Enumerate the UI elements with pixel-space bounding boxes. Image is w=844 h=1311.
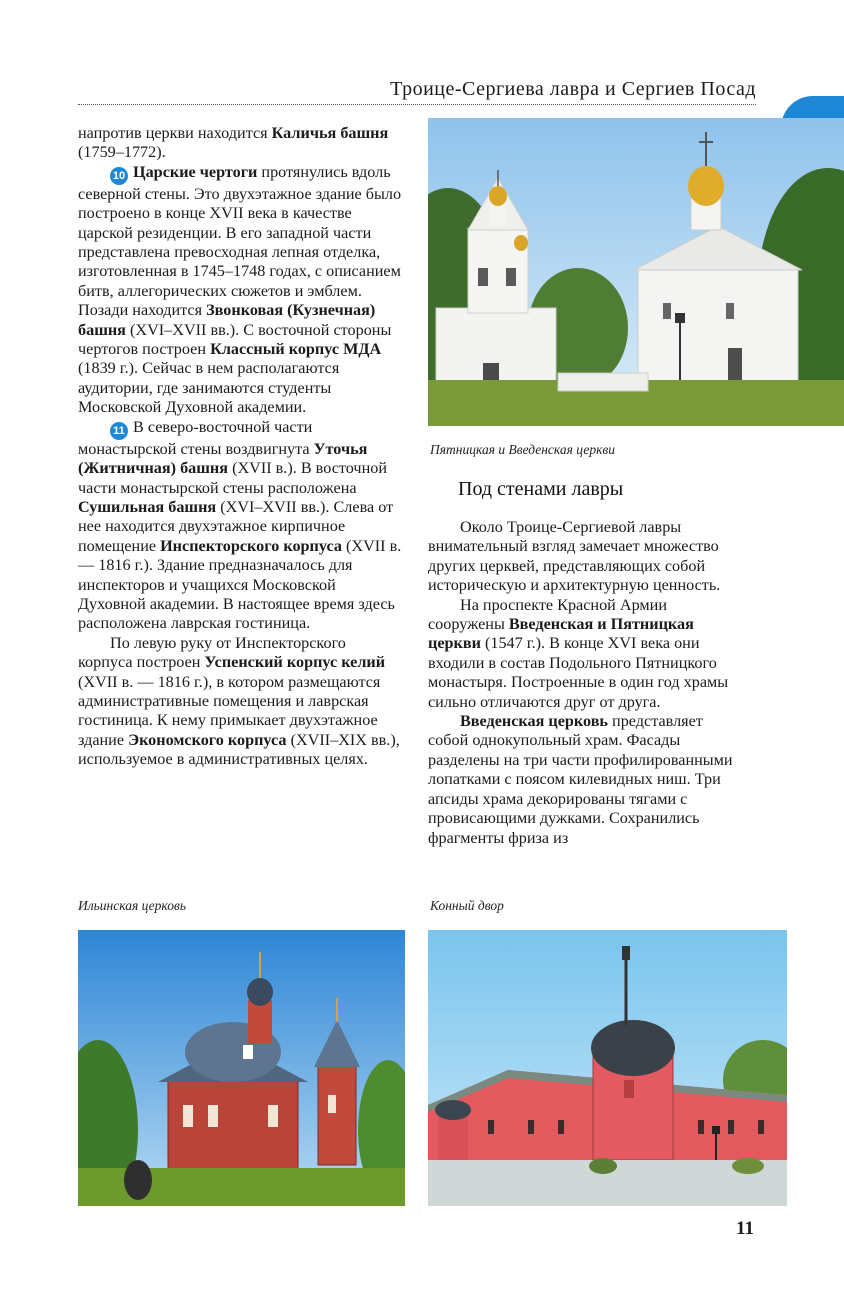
place-name: Каличья башня <box>271 124 389 142</box>
place-name: Звонковая (Кузнечная) башня <box>78 301 376 339</box>
place-name: Инспекторского корпуса <box>160 536 342 555</box>
place-name: Введенская церковь <box>460 712 608 731</box>
paragraph: 11 В северо-восточной части монастырской стены воздвигнута Уточья (Житничная) башня (XVII в.). В восточной части монастырской стены расположена Сушильная башня (XVI–XVII вв.). Слева от нее находится двухэтажное кирпичное помещение Инспекторского корпуса (XVII в. — 1816 г.). Здание предназначалось для инспекторов и учащихся Московской Духовной академии. В настоящее время здесь расположена лаврская гостиница. <box>78 417 402 633</box>
paragraph: 10 Царские чертоги протянулись вдоль северной стены. Это двухэтажное здание было построено в конце XVII века в качестве царской резиденции. В его западной части представлена превосходная лепная отделка, изготовленная в 1745–1748 годах, с описанием битв, аллегорических сюжетов и эмблем. Позади находится Звонковая (Кузнечная) башня (XVI–XVII вв.). С восточной стороны чертогов построен Классный корпус МДА (1839 г.). Сейчас в нем располагаются аудитории, где занимаются студенты Московской Духовной академии. <box>78 162 402 417</box>
place-name: Введенская и Пятницкая церкви <box>428 615 694 653</box>
location-marker: 10 <box>110 167 128 185</box>
paragraph: напротив церкви находится Каличья башня (1759–1772). <box>78 124 389 162</box>
place-name: Экономского корпуса <box>128 730 287 749</box>
place-name: Уточья (Житничная) башня <box>78 439 368 478</box>
running-title: Троице-Сергиева лавра и Сергиев Посад <box>390 78 756 100</box>
churches-photo <box>428 118 844 426</box>
place-name: Сушильная башня <box>78 497 217 516</box>
ilyinskaya-church-photo <box>78 930 405 1206</box>
paragraph: По левую руку от Инспекторского корпуса построен Успенский корпус келий (XVII в. — 1816 г.), в котором размещаются административные помещения и лаврская гостиница. К нему примыкает двухэтажное здание Экономского корпуса (XVII–XIX вв.), используемое в административных целях. <box>78 633 400 769</box>
left-column <box>78 124 404 770</box>
place-name: Царские чертоги <box>133 162 258 181</box>
page-number: 11 <box>736 1218 754 1239</box>
place-name: Успенский корпус келий <box>204 653 386 672</box>
right-column <box>428 518 746 848</box>
paragraph: На проспекте Красной Армии сооружены Введенская и Пятницкая церкви (1547 г.). В конце XVI века они входили в состав Подольного Пятницкого монастыря. Построенные в один год храмы сильно отличаются друг от друга. <box>428 595 729 711</box>
photo-caption: Пятницкая и Введенская церкви <box>430 442 616 457</box>
paragraph: Введенская церковь представляет собой однокупольный храм. Фасады разделены на три части профилированными лопатками с поясом килевидных ниш. Три апсиды храма декорированы тягами с провисающими дужками. Сохранились фрагменты фриза из <box>428 712 733 847</box>
photo-caption: Конный двор <box>430 898 504 913</box>
section-title: Под стенами лавры <box>458 478 624 500</box>
konny-dvor-photo <box>428 930 787 1206</box>
location-marker: 11 <box>110 422 128 440</box>
photo-caption: Ильинская церковь <box>78 898 186 913</box>
running-head <box>78 76 756 105</box>
paragraph: Около Троице-Сергиевой лавры внимательный взгляд замечает множество других церквей, представляющих собой историческую и архитектурную ценность. <box>428 518 721 595</box>
place-name: Классный корпус МДА <box>210 340 382 359</box>
